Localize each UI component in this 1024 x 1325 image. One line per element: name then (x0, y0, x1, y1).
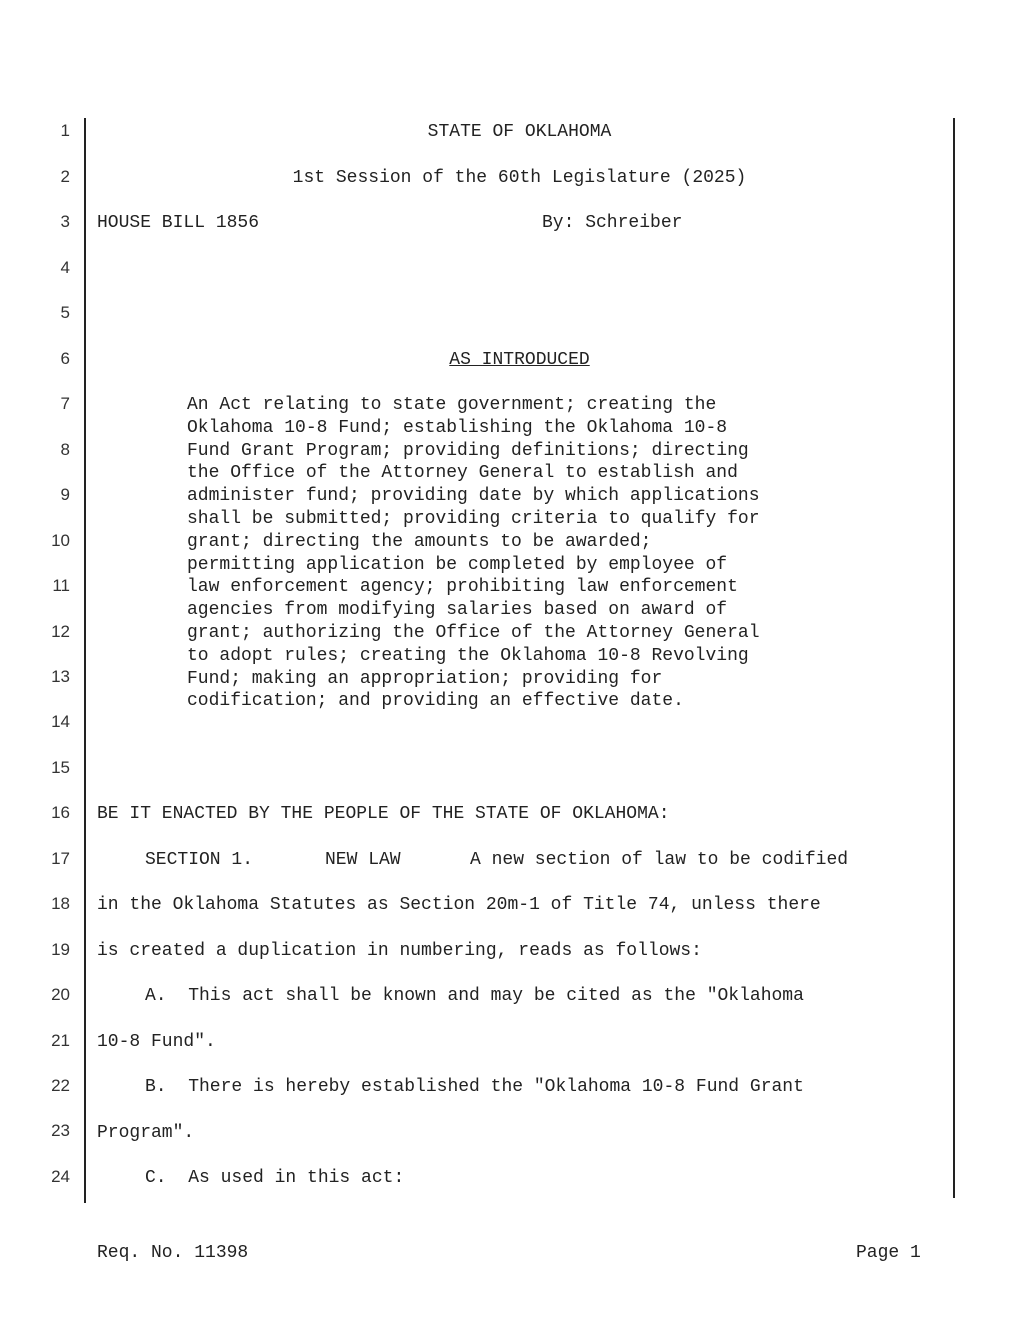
line-number: 7 (60, 394, 70, 413)
line-number: 23 (51, 1121, 70, 1140)
subsection-c: C. As used in this act: (145, 1168, 405, 1188)
enacting-clause: BE IT ENACTED BY THE PEOPLE OF THE STATE OF OKLAHOMA: (97, 804, 670, 824)
line-number: 5 (60, 303, 70, 322)
line-number: 16 (51, 803, 70, 822)
body-line: 10-8 Fund". (97, 1032, 216, 1052)
title-line: grant; authorizing the Office of the Attorney General (187, 622, 760, 643)
title-line: shall be submitted; providing criteria to qualify for (187, 508, 760, 529)
title-line: administer fund; providing date by which applications (187, 486, 760, 507)
title-line: codification; and providing an effective date. (187, 691, 684, 712)
line-number: 6 (60, 349, 70, 368)
session-heading: 1st Session of the 60th Legislature (2025) (292, 168, 747, 188)
body-line: Program". (97, 1123, 195, 1143)
section-label: SECTION 1. (145, 850, 254, 870)
line-number: 10 (51, 531, 70, 550)
right-margin-rule (953, 118, 955, 1198)
state-heading: STATE OF OKLAHOMA (427, 122, 612, 142)
request-number: Req. No. 11398 (97, 1243, 249, 1263)
bill-title (187, 394, 837, 713)
page-number: Page 1 (856, 1243, 921, 1263)
section-type: NEW LAW (325, 850, 401, 870)
bill-number: HOUSE BILL 1856 (97, 213, 260, 233)
title-line: the Office of the Attorney General to establish and (187, 463, 738, 484)
line-number: 8 (60, 440, 70, 459)
line-number: 17 (51, 849, 70, 868)
line-number: 11 (52, 576, 70, 595)
line-number: 4 (60, 258, 70, 277)
title-line: Fund Grant Program; providing definitions; directing (187, 440, 749, 461)
status-heading (86, 350, 953, 370)
line-number: 1 (60, 121, 70, 140)
line-number: 20 (51, 985, 70, 1004)
title-line: permitting application be completed by employee of (187, 554, 728, 575)
subsection-a: A. This act shall be known and may be cited as the "Oklahoma (145, 986, 804, 1006)
title-line: Oklahoma 10-8 Fund; establishing the Oklahoma 10-8 (187, 417, 728, 438)
line-number: 18 (51, 894, 70, 913)
title-line: grant; directing the amounts to be awarded; (187, 531, 652, 552)
line-number: 9 (60, 485, 70, 504)
line-number: 12 (51, 622, 70, 641)
line-number: 2 (60, 167, 70, 186)
title-line: to adopt rules; creating the Oklahoma 10-8 Revolving (187, 645, 749, 666)
line-number: 19 (51, 940, 70, 959)
title-line: agencies from modifying salaries based on award of (187, 600, 728, 621)
line-number: 3 (60, 212, 70, 231)
body-line: in the Oklahoma Statutes as Section 20m-1 of Title 74, unless there (97, 895, 821, 915)
line-number: 15 (51, 758, 70, 777)
body-line: is created a duplication in numbering, reads as follows: (97, 941, 702, 961)
section-text: A new section of law to be codified (470, 850, 849, 870)
left-margin-rule (84, 118, 86, 1203)
bill-author: By: Schreiber (542, 213, 683, 233)
line-number: 14 (51, 712, 70, 731)
status-label: AS INTRODUCED (449, 350, 590, 370)
line-number: 22 (51, 1076, 70, 1095)
title-line: law enforcement agency; prohibiting law enforcement (187, 577, 738, 598)
title-line: Fund; making an appropriation; providing for (187, 668, 663, 689)
subsection-b: B. There is hereby established the "Oklahoma 10-8 Fund Grant (145, 1077, 804, 1097)
line-number: 13 (51, 667, 70, 686)
title-line: An Act relating to state government; creating the (187, 395, 717, 415)
line-number: 24 (51, 1167, 70, 1186)
line-number: 21 (51, 1031, 70, 1050)
